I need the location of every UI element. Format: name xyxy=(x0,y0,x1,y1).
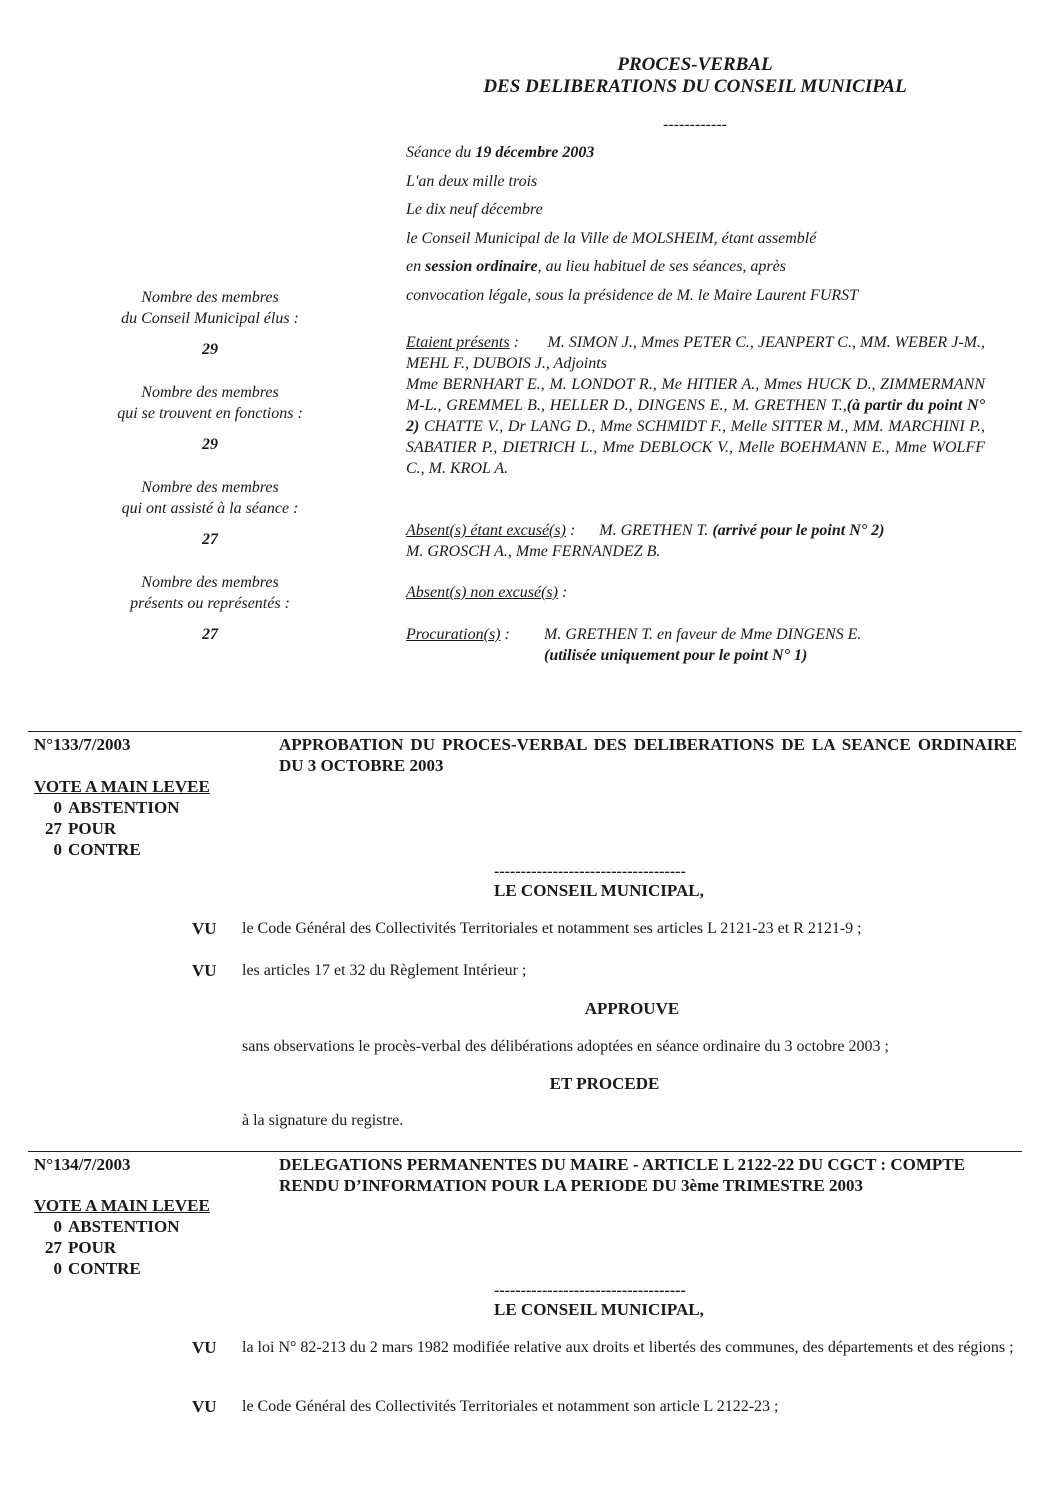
vu-label: VU xyxy=(192,961,217,980)
vote-block-134 xyxy=(34,1195,210,1279)
vote-pour: 27 POUR xyxy=(45,819,117,838)
procede-heading: ET PROCEDE xyxy=(549,1074,660,1093)
deliberation-title-133: APPROBATION DU PROCES-VERBAL DES DELIBERATIONS DE LA SEANCE ORDINAIRE DU 3 OCTOBRE 2003 xyxy=(279,735,1017,775)
vu-text-133-2: les articles 17 et 32 du Règlement Intérieur ; xyxy=(242,962,527,979)
presents-paragraph-2: Mme BERNHART E., M. LONDOT R., Me HITIER A., Mmes HUCK D., ZIMMERMANN M-L., GREMMEL B., HELLER D., DINGENS E., M. GRETHEN T.,(à partir du point N° 2) CHATTE V., Dr LANG D., Mme SCHMIDT F., Melle SITTER M., MM. MARCHINI P., SABATIER P., DIETRICH L., Mme DEBLOCK V., Melle BOEHMANN E., Mme WOLFF C., M. KROL A. xyxy=(406,376,986,477)
document-title xyxy=(440,54,950,98)
title-separator: ------------ xyxy=(663,116,727,133)
seance-date: 19 décembre 2003 xyxy=(475,144,595,161)
vote-abstention: 0 ABSTENTION xyxy=(53,798,180,817)
procuration-label-line: Procuration(s) : xyxy=(406,626,510,643)
fonctions-value: 29 xyxy=(202,436,218,453)
excuses-label: Absent(s) étant excusé(s) xyxy=(406,522,566,539)
vote-abstention: 0 ABSTENTION xyxy=(53,1217,180,1236)
deliberation-number-133: N°133/7/2003 xyxy=(34,735,131,754)
conseil-heading-133: LE CONSEIL MUNICIPAL, xyxy=(494,881,704,900)
presents-block xyxy=(406,332,985,479)
presents-value: 27 xyxy=(202,626,218,643)
fonctions-label: Nombre des membres qui se trouvent en fonctions : xyxy=(117,384,303,422)
title-line-2: DES DELIBERATIONS DU CONSEIL MUNICIPAL xyxy=(483,76,907,97)
presents-label: Nombre des membres présents ou représentés : xyxy=(130,574,290,612)
vu-label: VU xyxy=(192,919,217,938)
title-line-1: PROCES-VERBAL xyxy=(617,54,773,75)
seance-day-line: Le dix neuf décembre xyxy=(406,201,543,219)
conseil-dashes-134: ------------------------------------ xyxy=(494,1282,686,1299)
divider-133 xyxy=(28,731,1022,732)
approuve-heading: APPROUVE xyxy=(584,999,680,1018)
approuve-text: sans observations le procès-verbal des délibérations adoptées en séance ordinaire du 3 octobre 2003 ; xyxy=(242,1038,889,1055)
vote-label: VOTE A MAIN LEVEE xyxy=(34,777,210,796)
non-excuses-line: Absent(s) non excusé(s) : xyxy=(406,584,568,601)
elus-label: Nombre des membres du Conseil Municipal élus : xyxy=(121,289,299,327)
vote-contre: 0 CONTRE xyxy=(53,840,141,859)
seance-block xyxy=(406,142,1006,314)
seance-council-line: le Conseil Municipal de la Ville de MOLSHEIM, étant assemblé xyxy=(406,229,817,247)
vu-label: VU xyxy=(192,1338,217,1357)
vote-contre: 0 CONTRE xyxy=(53,1259,141,1278)
seance-convocation-line: convocation légale, sous la présidence de M. le Maire Laurent FURST xyxy=(406,286,859,304)
divider-134 xyxy=(28,1151,1022,1152)
vote-pour: 27 POUR xyxy=(45,1238,117,1257)
vu-label: VU xyxy=(192,1397,217,1416)
seance-date-line: Séance du 19 décembre 2003 xyxy=(406,144,595,161)
assiste-label: Nombre des membres qui ont assisté à la séance : xyxy=(121,479,299,517)
conseil-heading-134: LE CONSEIL MUNICIPAL, xyxy=(494,1300,704,1319)
deliberation-title-134: DELEGATIONS PERMANENTES DU MAIRE - ARTICLE L 2122-22 DU CGCT : COMPTE RENDU D’INFORMATION POUR LA PERIODE DU 3ème TRIMESTRE 2003 xyxy=(279,1155,965,1195)
conseil-dashes-133: ------------------------------------ xyxy=(494,863,686,880)
elus-value: 29 xyxy=(202,341,218,358)
member-counts xyxy=(80,287,340,645)
non-excuses-label: Absent(s) non excusé(s) xyxy=(406,584,558,601)
vu-text-133-1: le Code Général des Collectivités Territoriales et notamment ses articles L 2121-23 et R 2121-9 ; xyxy=(242,920,862,937)
deliberation-number-134: N°134/7/2003 xyxy=(34,1155,131,1174)
vu-text-134-2: le Code Général des Collectivités Territoriales et notamment son article L 2122-23 ; xyxy=(242,1398,779,1415)
procuration-text: M. GRETHEN T. en faveur de Mme DINGENS E. (utilisée uniquement pour le point N° 1) xyxy=(544,624,984,666)
presents-label: Etaient présents xyxy=(406,334,510,351)
presents-paragraph-1: Etaient présents : M. SIMON J., Mmes PETER C., JEANPERT C., MM. WEBER J-M., MEHL F., DUBOIS J., Adjoints xyxy=(406,334,985,372)
seance-year-line: L'an deux mille trois xyxy=(406,172,538,190)
excuses-block: Absent(s) étant excusé(s) : M. GRETHEN T. (arrivé pour le point N° 2) M. GROSCH A., Mme FERNANDEZ B. xyxy=(406,522,885,560)
procuration-label: Procuration(s) xyxy=(406,626,501,643)
vote-block-133 xyxy=(34,776,210,860)
vu-text-134-1: la loi N° 82-213 du 2 mars 1982 modifiée relative aux droits et libertés des communes, des départements et des régions ; xyxy=(242,1339,1014,1356)
seance-session-line: en session ordinaire, au lieu habituel de ses séances, après xyxy=(406,258,786,276)
vote-label: VOTE A MAIN LEVEE xyxy=(34,1196,210,1215)
procede-text: à la signature du registre. xyxy=(242,1112,404,1129)
assiste-value: 27 xyxy=(202,531,218,548)
procuration-note: (utilisée uniquement pour le point N° 1) xyxy=(544,647,808,664)
